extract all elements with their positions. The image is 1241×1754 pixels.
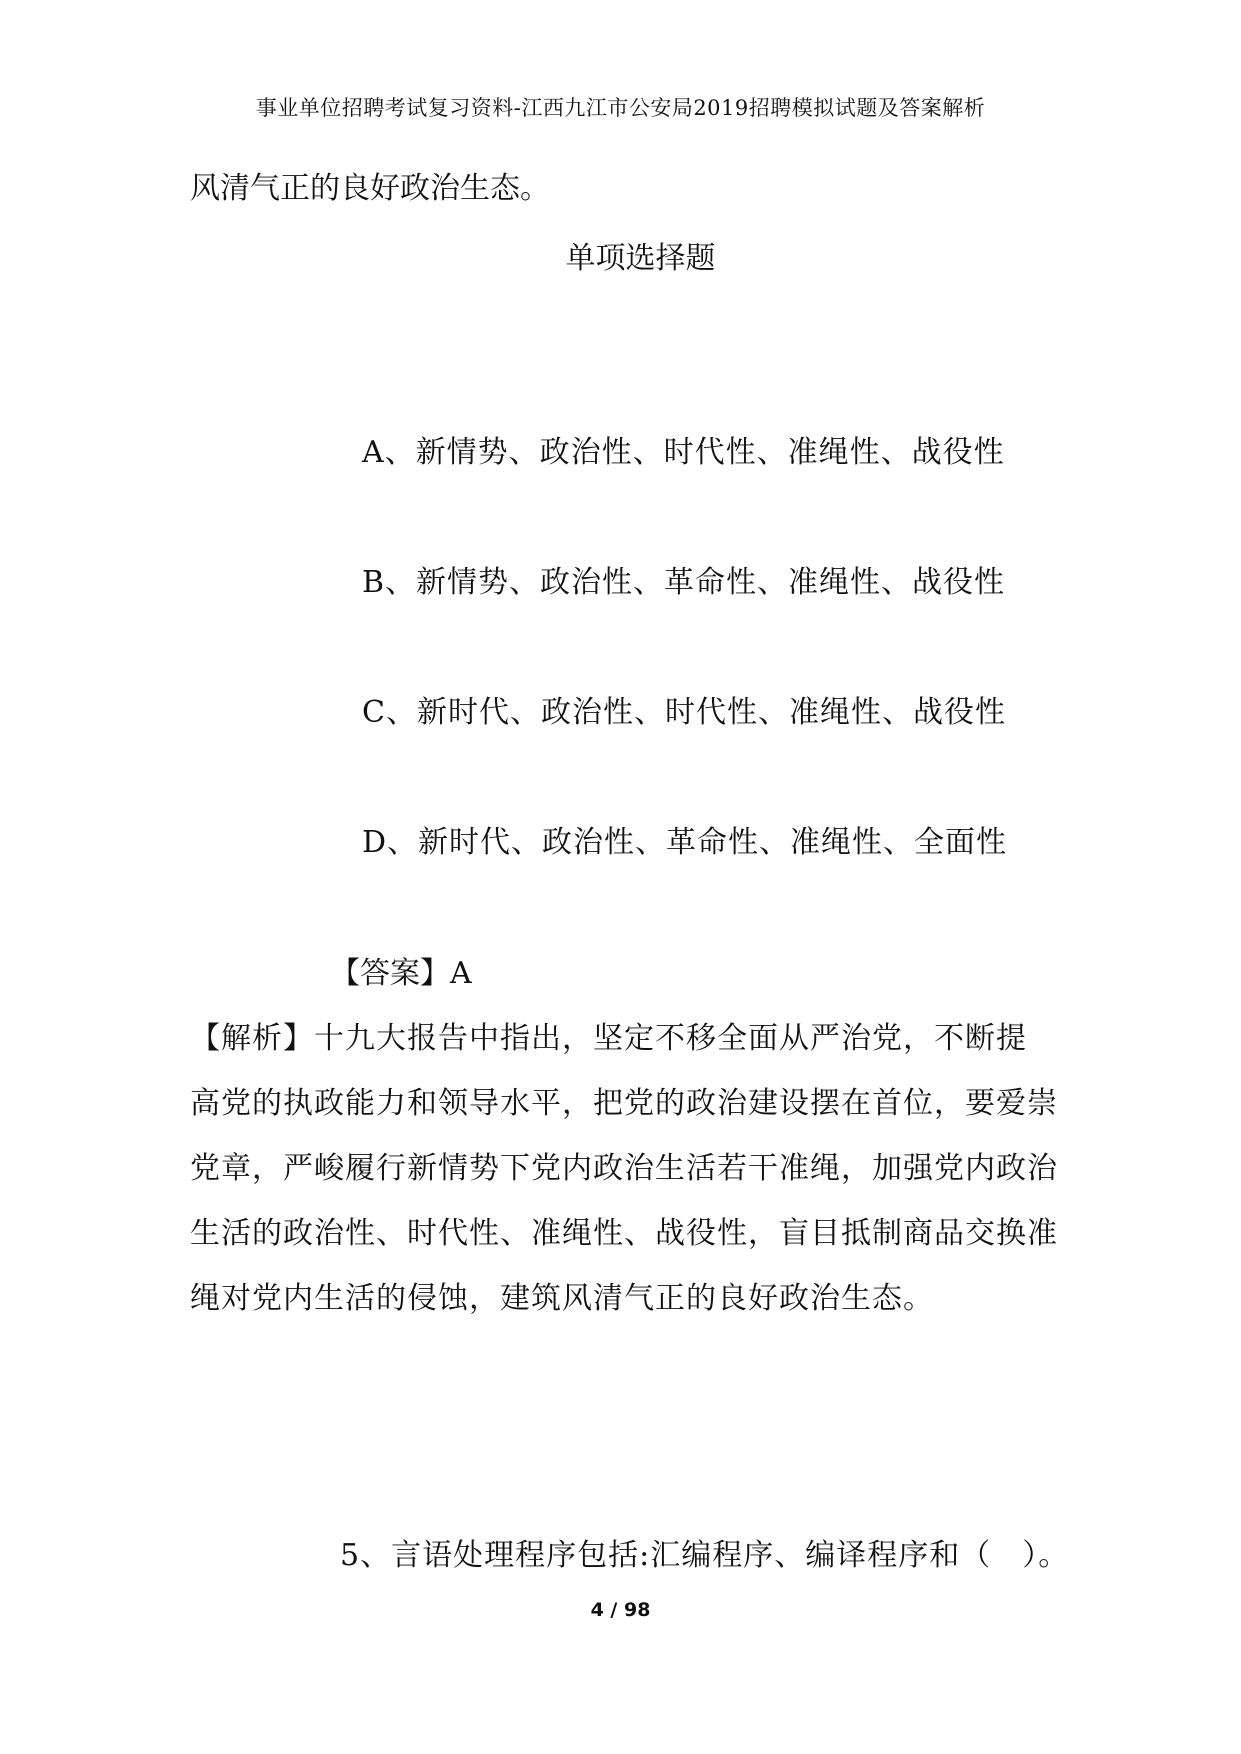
answer-text: 【答案】A — [330, 956, 472, 991]
analysis-line: 绳对党内生活的侵蚀，建筑风清气正的良好政治生态。 — [190, 1281, 934, 1316]
analysis-line: 生活的政治性、时代性、准绳性、战役性，盲目抵制商品交换准 — [190, 1216, 1058, 1251]
option-c: C、新时代、政治性、时代性、准绳性、战役性 — [362, 695, 1006, 730]
page-header: 事业单位招聘考试复习资料-江西九江市公安局2019招聘模拟试题及答案解析 — [255, 96, 986, 120]
analysis-line: 党章，严峻履行新情势下党内政治生活若干准绳，加强党内政治 — [190, 1151, 1058, 1186]
continuation-text: 风清气正的良好政治生态。 — [190, 171, 550, 206]
page-number: 4 / 98 — [590, 1599, 651, 1621]
analysis-line: 高党的执政能力和领导水平，把党的政治建设摆在首位，要爱崇 — [190, 1086, 1058, 1121]
section-title: 单项选择题 — [565, 241, 716, 276]
option-a: A、新情势、政治性、时代性、准绳性、战役性 — [362, 435, 1005, 470]
option-b: B、新情势、政治性、革命性、准绳性、战役性 — [362, 565, 1006, 600]
question-5: 5、言语处理程序包括:汇编程序、编译程序和（ ）。 — [340, 1538, 1070, 1573]
analysis-line: 【解析】十九大报告中指出，坚定不移全面从严治党，不断提 — [190, 1021, 1027, 1056]
option-d: D、新时代、政治性、革命性、准绳性、全面性 — [362, 825, 1008, 860]
analysis-paragraph — [190, 1006, 1060, 1331]
